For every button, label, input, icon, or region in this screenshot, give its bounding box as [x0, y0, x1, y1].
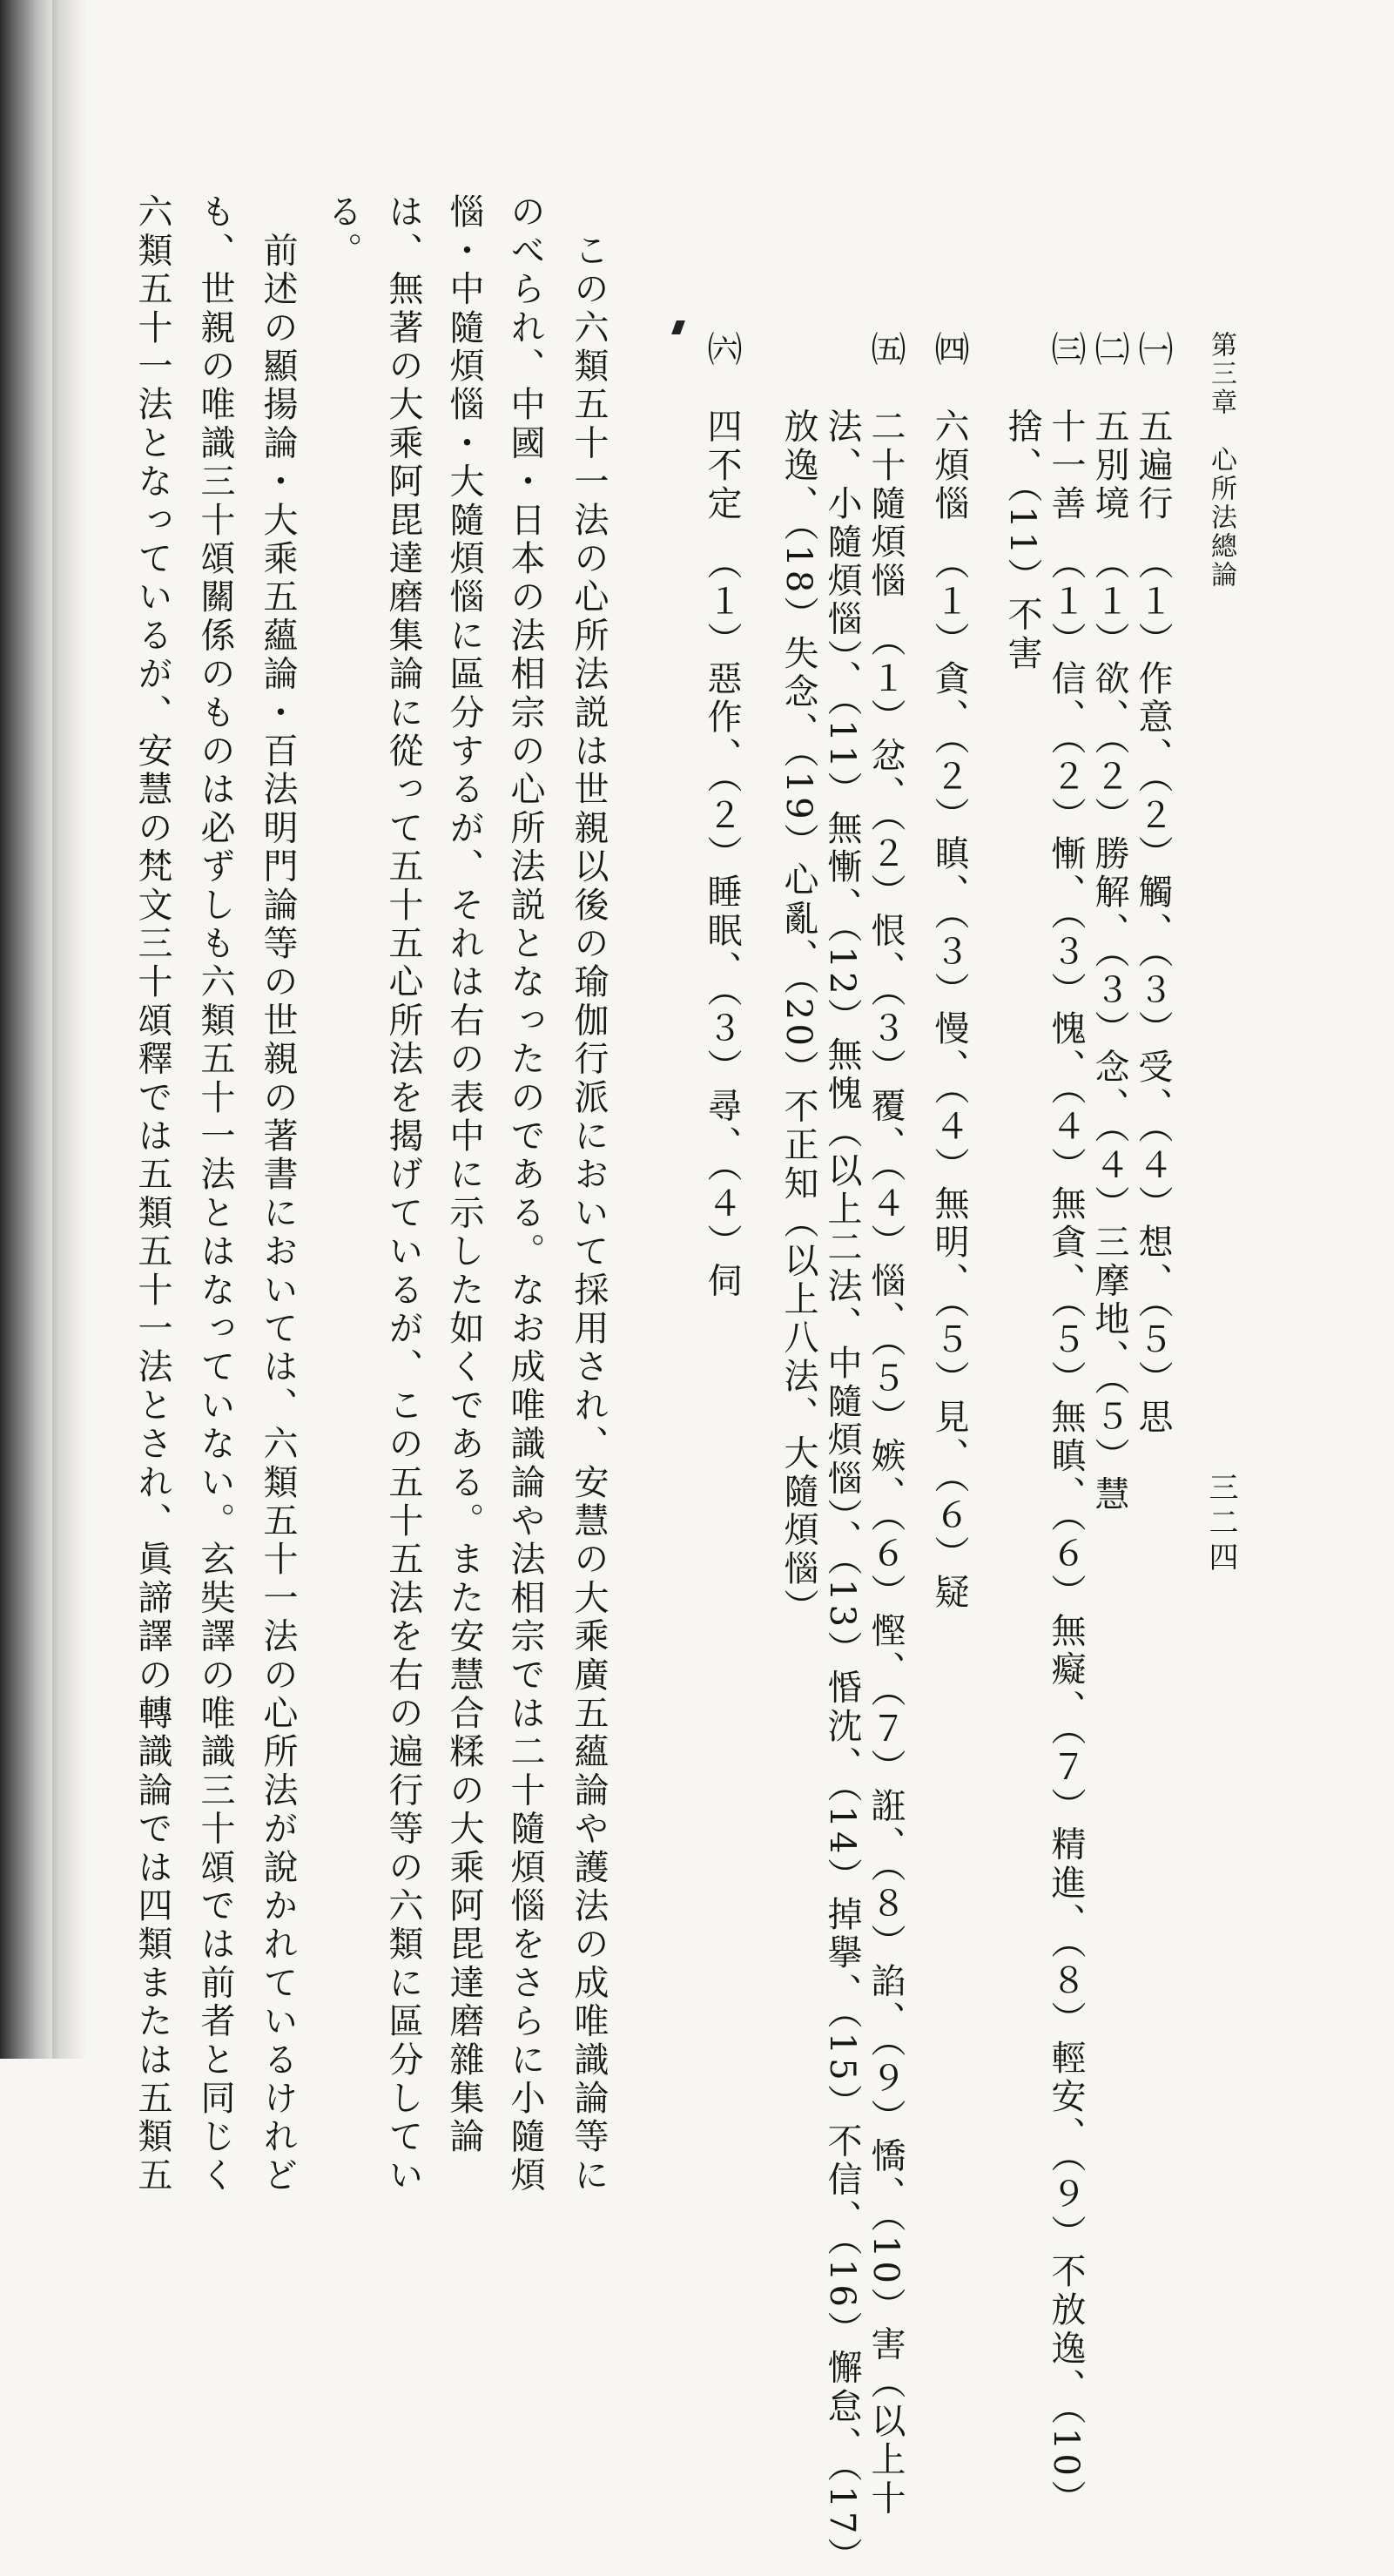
- list-line-6: ㈤ 二十隨煩惱 （１）忿、（２）恨、（３）覆、（４）惱、（５）嫉、（６）慳、（７）誑、（８）諂、（９）憍、（10）害（以上十: [865, 331, 906, 2519]
- body-line-4: は、無著の大乘阿毘達磨集論に從って五十五心所法を揭げているが、この五十五法を右の遍行等の六類に區分してい: [383, 193, 423, 2195]
- stray-mark: [671, 320, 685, 334]
- body-line-8: 六類五十一法となっているが、安慧の梵文三十頌釋では五類五十一法とされ、眞諦譯の轉識論では四類または五類五: [132, 193, 172, 2195]
- list-line-1: ㈠ 五遍行 （１）作意、（２）觸、（３）受、（４）想、（５）思: [1133, 331, 1173, 1438]
- list-line-2: ㈡ 五別境 （１）欲、（２）勝解、（３）念、（４）三摩地、（５）慧: [1089, 331, 1129, 1514]
- list-line-9: ㈥ 四不定 （１）惡作、（２）睡眠、（３）尋、（４）伺: [702, 331, 742, 1301]
- list-line-7: 法、小隨煩惱）、（11）無慚、（12）無愧（以上二法、中隨煩惱）、（13）惛沈、（14）掉擧、（15）不信、（16）懈怠、（17）: [822, 331, 862, 2576]
- running-head: 第三章 心所法總論: [1206, 331, 1236, 590]
- body-line-1: この六類五十一法の心所法説は世親以後の瑜伽行派において採用され、安慧の大乘廣五蘊論や護法の成唯識論等に: [569, 193, 609, 2195]
- list-line-3: ㈢ 十一善 （１）信、（２）慚、（３）愧、（４）無貪、（５）無瞋、（６）無癡、（７）精進、（８）輕安、（９）不放逸、（10）: [1046, 331, 1086, 2519]
- body-line-6: 前述の顯揚論・大乘五蘊論・百法明門論等の世親の著書においては、六類五十一法の心所法が說かれているけれど: [258, 193, 298, 2195]
- scan-shadow-fade: [52, 0, 87, 2059]
- body-line-5: る。: [322, 193, 362, 271]
- page-number: 三二四: [1203, 1472, 1238, 1576]
- list-line-5: ㈣ 六煩惱 （１）貪、（２）瞋、（３）慢、（４）無明、（５）見、（６）疑: [929, 331, 969, 1613]
- body-line-2: のべられ、中國・日本の法相宗の心所法説となったのである。なお成唯識論や法相宗では二十隨煩惱をさらに小隨煩: [505, 193, 545, 2195]
- list-line-8: 放逸、（18）失念、（19）心亂、（20）不正知（以上八法、大隨煩惱）: [778, 331, 818, 1628]
- body-line-3: 惱・中隨煩惱・大隨煩惱に區分するが、それは右の表中に示した如くである。また安慧合糅の大乘阿毘達磨雜集論: [444, 193, 484, 2157]
- body-line-7: も、世親の唯識三十頌關係のものは必ずしも六類五十一法とはなっていない。玄奘譯の唯識三十頌では前者と同じく: [195, 193, 235, 2195]
- list-line-4: 捨、（11）不害: [1002, 331, 1042, 673]
